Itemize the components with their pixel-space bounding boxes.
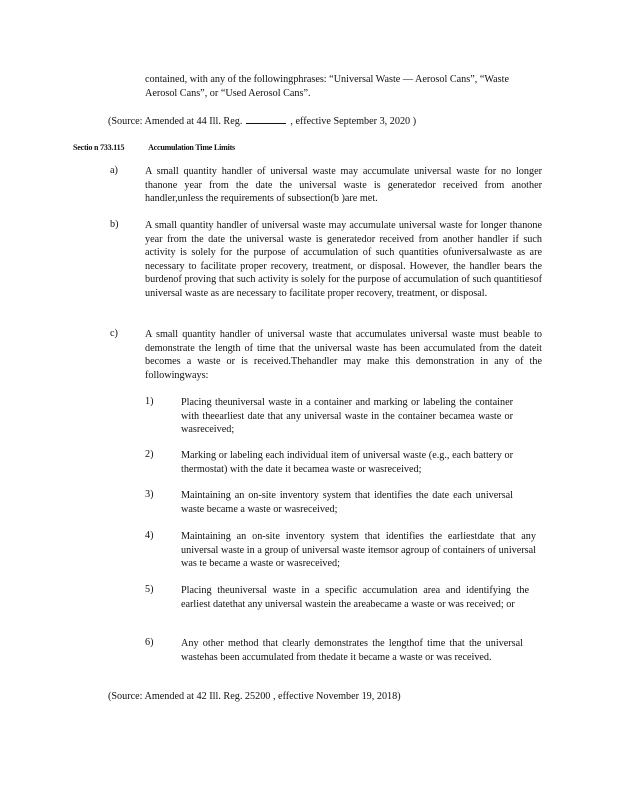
reg-blank-line xyxy=(246,114,286,124)
section-label: Sectio n 733.115 xyxy=(73,143,125,152)
subitem-text-4: Maintaining an on-site inventory system that identifies the earliestdate that any universal waste in a group of universal waste itemsor agroup of containers of universal was te became a waste or wasreceived; xyxy=(181,531,536,570)
item-text-a: A small quantity handler of universal waste may accumulate universal waste for no longer thanone year from the date the universal waste is generatedor received from another handler,unless the requirements of subsection(b )are met. xyxy=(145,166,542,205)
subitem-label-2: 2) xyxy=(145,449,154,460)
subitem-label-1: 1) xyxy=(145,396,154,407)
subitem-label-3: 3) xyxy=(145,489,154,500)
subitem-label-5: 5) xyxy=(145,584,154,595)
source-note-top-suffix: , effective September 3, 2020 ) xyxy=(290,116,417,127)
item-text-b: A small quantity handler of universal waste may accumulate universal waste for longer thanone year from the date the universal waste is generatedor received from another handler if such activity is solely for the purpose of accumulation of such quantities ofuniversalwaste as are necessary to facilitate proper recovery, treatment, or disposal. However, the handler bears the burdenof proving that such activity is solely for the purpose of accumulation of such quantitiesof universal waste as are necessary to facilitate proper recovery, treatment, or disposal. xyxy=(145,220,542,299)
item-text-c: A small quantity handler of universal waste that accumulates universal waste must beable to demonstrate the length of time that the universal waste has been accumulated from the dateit becomes a waste or is received.Thehandler may make this demonstration in any of the followingways: xyxy=(145,329,542,381)
subitem-text-1: Placing theuniversal waste in a container and marking or labeling the container with theearliest date that any universal waste in the container becamea waste or wasreceived; xyxy=(181,397,513,436)
subitem-text-5: Placing theuniversal waste in a specific accumulation area and identifying the earliest datethat any universal wastein the areabecame a waste or was received; or xyxy=(181,585,529,610)
continuation-text: contained, with any of the followingphrases: “Universal Waste — Aerosol Cans”, “Waste Aerosol Cans”, or “Used Aerosol Cans”. xyxy=(145,74,509,99)
item-label-b: b) xyxy=(110,219,119,230)
subitem-label-6: 6) xyxy=(145,637,154,648)
subitem-label-4: 4) xyxy=(145,530,154,541)
source-note-top xyxy=(108,114,416,129)
section-title: Accumulation Time Limits xyxy=(148,143,235,152)
item-label-c: c) xyxy=(110,328,118,339)
subitem-text-2: Marking or labeling each individual item of universal waste (e.g., each battery or thermostat) with the date it becamea waste or wasreceived; xyxy=(181,450,513,475)
source-note-top-prefix: (Source: Amended at 44 Ill. Reg. xyxy=(108,116,243,127)
subitem-text-6: Any other method that clearly demonstrates the lengthof time that the universal wastehas been accumulated from thedate it became a waste or was received. xyxy=(181,638,523,663)
section-heading xyxy=(73,143,245,152)
item-label-a: a) xyxy=(110,165,118,176)
subitem-text-3: Maintaining an on-site inventory system that identifies the date each universal waste became a waste or wasreceived; xyxy=(181,490,513,515)
source-note-bottom: (Source: Amended at 42 Ill. Reg. 25200 , effective November 19, 2018) xyxy=(108,691,401,702)
